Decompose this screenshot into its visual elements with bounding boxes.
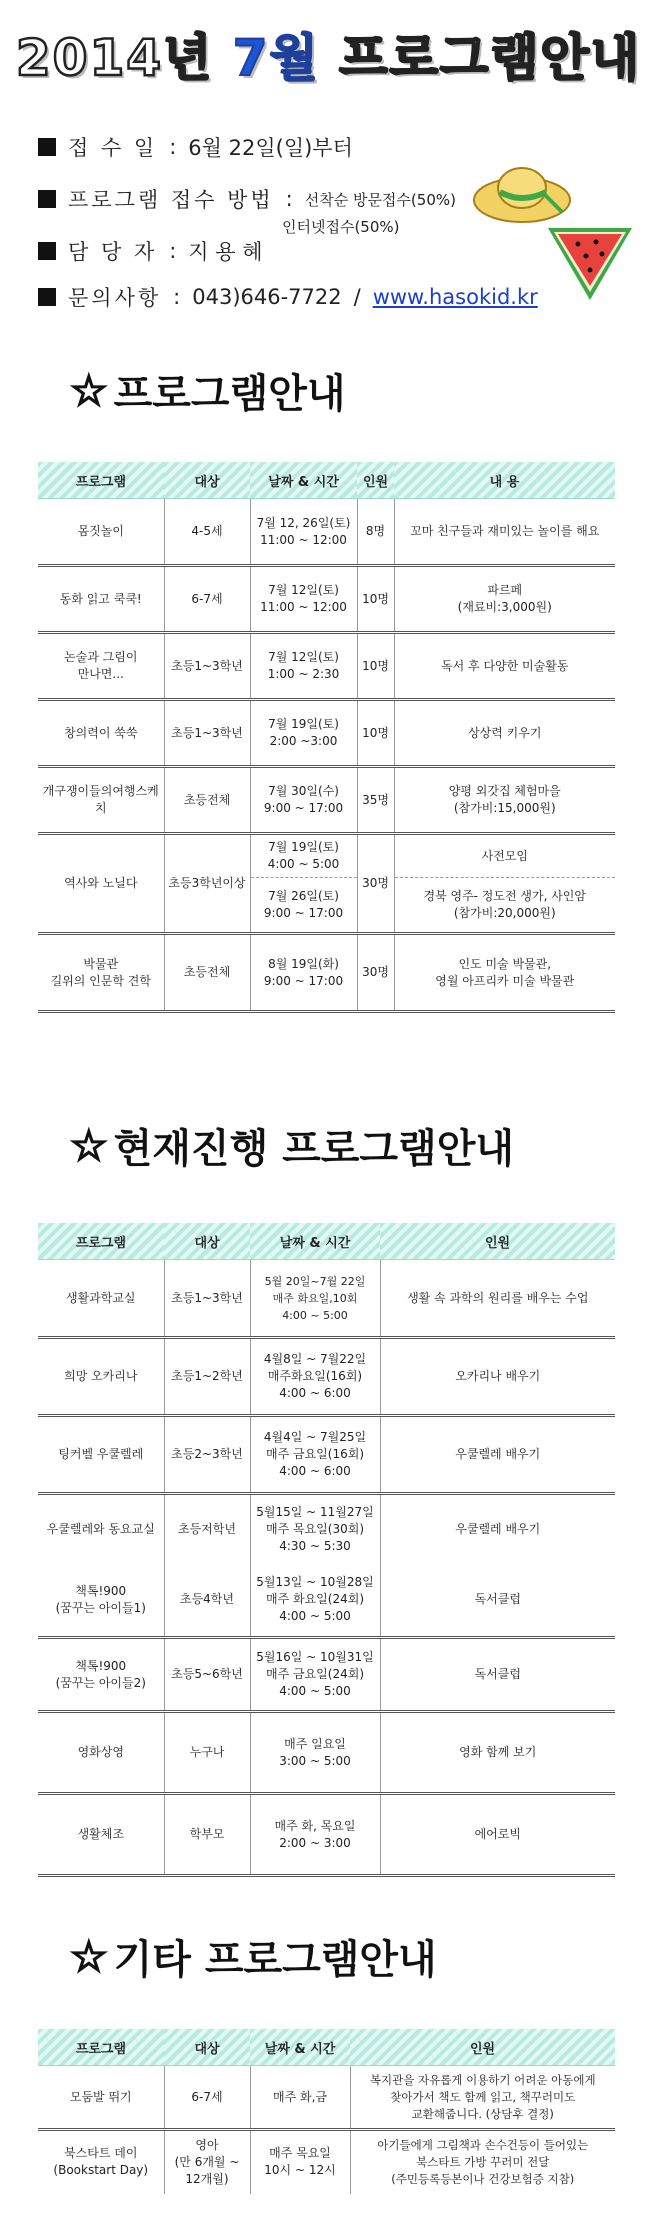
section-title-programs: ☆ 프로그램안내 — [70, 366, 346, 417]
table-cell: 모둠발 뛰기 — [38, 2066, 164, 2130]
table-cell: 독서클럽 — [380, 1638, 615, 1712]
table-row — [38, 2066, 615, 2130]
table-cell: 초등2~3학년 — [164, 1416, 250, 1494]
table-cell: 초등전체 — [164, 934, 250, 1012]
table-cell: 경북 영주- 정도전 생가, 사인암 (참가비:20,000원) — [394, 878, 615, 934]
table-cell: 10명 — [357, 633, 394, 700]
section-title-current: ☆ 현재진행 프로그램안내 — [70, 1121, 514, 1172]
table-cell: 6-7세 — [164, 566, 250, 633]
table-row — [38, 934, 615, 1012]
table-cell: 7월 19일(토) 2:00 ~3:00 — [250, 700, 357, 767]
table-cell: 30명 — [357, 934, 394, 1012]
table-cell: 개구쟁이들의여행스케치 — [38, 767, 164, 834]
table-row — [38, 1416, 615, 1494]
star-icon: ☆ — [70, 1932, 108, 1981]
column-header: 날짜 & 시간 — [250, 1223, 380, 1260]
table-cell: 4월8일 ~ 7월22일 매주화요일(16회) 4:00 ~ 6:00 — [250, 1338, 380, 1416]
table-cell: 초등1~2학년 — [164, 1338, 250, 1416]
table-row — [38, 2130, 615, 2194]
table-cell: 독서 후 다양한 미술활동 — [394, 633, 615, 700]
homepage-link[interactable]: www.hasokid.kr — [372, 285, 538, 309]
table-cell: 생활체조 — [38, 1794, 164, 1876]
table-cell: 누구나 — [164, 1712, 250, 1794]
table-cell: 우쿨렐레 배우기 — [380, 1416, 615, 1494]
table-cell: 인도 미술 박물관, 영월 아프리카 미술 박물관 — [394, 934, 615, 1012]
program-table — [38, 462, 615, 1013]
table-cell: 독서클럽 — [380, 1564, 615, 1638]
table-cell: 5월15일 ~ 11월27일 매주 목요일(30회) 4:30 ~ 5:30 — [250, 1494, 380, 1564]
table-cell: 창의력이 쑥쑥 — [38, 700, 164, 767]
table-row — [38, 633, 615, 700]
info-method: 프로그램 접수 방법 : 선착순 방문접수(50%) — [38, 182, 456, 216]
etc-program-table — [38, 2029, 615, 2194]
star-icon: ☆ — [70, 366, 108, 415]
table-cell: 복지관을 자유롭게 이용하기 어려운 아동에게 찾아가서 책도 함께 읽고, 책꾸러미도 교환해줍니다. (상담후 결정) — [350, 2066, 615, 2130]
column-header: 날짜 & 시간 — [250, 462, 357, 499]
table-cell: 6-7세 — [164, 2066, 250, 2130]
table-cell: 영화 함께 보기 — [380, 1712, 615, 1794]
table-cell: 4-5세 — [164, 499, 250, 566]
table-cell: 초등3학년이상 — [164, 834, 250, 934]
table-cell: 초등1~3학년 — [164, 700, 250, 767]
table-header — [38, 462, 615, 499]
column-header: 대상 — [164, 462, 250, 499]
table-row — [38, 700, 615, 767]
table-cell: 8월 19일(화) 9:00 ~ 17:00 — [250, 934, 357, 1012]
star-icon: ☆ — [70, 1121, 108, 1170]
section-title-etc: ☆ 기타 프로그램안내 — [70, 1932, 437, 1983]
table-row — [38, 767, 615, 834]
table-cell: 논술과 그림이 만나면... — [38, 633, 164, 700]
table-row — [38, 1712, 615, 1794]
table-cell: 몸짓놀이 — [38, 499, 164, 566]
table-cell: 7월 12일(토) 1:00 ~ 2:30 — [250, 633, 357, 700]
table-cell: 매주 화,금 — [250, 2066, 350, 2130]
table-cell: 책톡!900 (꿈꾸는 아이들2) — [38, 1638, 164, 1712]
table-cell: 동화 읽고 쿡쿡! — [38, 566, 164, 633]
table-cell: 4월4일 ~ 7월25일 매주 금요일(16회) 4:00 ~ 6:00 — [250, 1416, 380, 1494]
table-row — [38, 499, 615, 566]
table-cell: 매주 일요일 3:00 ~ 5:00 — [250, 1712, 380, 1794]
info-method-2: 인터넷접수(50%) — [282, 218, 400, 236]
table-cell: 7월 26일(토) 9:00 ~ 17:00 — [250, 878, 357, 934]
info-reception: 접 수 일 : 6월 22일(일)부터 — [38, 130, 353, 164]
table-cell: 영화상영 — [38, 1712, 164, 1794]
column-header: 인원 — [380, 1223, 615, 1260]
column-header: 대상 — [164, 1223, 250, 1260]
table-cell: 10명 — [357, 700, 394, 767]
table-header — [38, 1223, 615, 1260]
table-cell: 초등1~3학년 — [164, 1260, 250, 1338]
table-cell: 생활과학교실 — [38, 1260, 164, 1338]
table-cell: 30명 — [357, 834, 394, 934]
table-row — [38, 1638, 615, 1712]
column-header: 대상 — [164, 2029, 250, 2066]
table-cell: 희망 오카리나 — [38, 1338, 164, 1416]
table-header — [38, 2029, 615, 2066]
main-title: 2014년 7월 프로그램안내 — [15, 29, 642, 87]
table-cell: 역사와 노닐다 — [38, 834, 164, 934]
column-header: 날짜 & 시간 — [250, 2029, 350, 2066]
table-cell: 초등저학년 — [164, 1494, 250, 1564]
table-cell: 우쿨렐레와 동요교실 — [38, 1494, 164, 1564]
table-cell: 생활 속 과학의 원리를 배우는 수업 — [380, 1260, 615, 1338]
table-row — [38, 1338, 615, 1416]
table-cell: 5월16일 ~ 10월31일 매주 금요일(24회) 4:00 ~ 5:00 — [250, 1638, 380, 1712]
table-row — [38, 1794, 615, 1876]
table-cell: 10명 — [357, 566, 394, 633]
table-cell: 책톡!900 (꿈꾸는 아이들1) — [38, 1564, 164, 1638]
table-cell: 파르페 (재료비:3,000원) — [394, 566, 615, 633]
table-cell: 오카리나 배우기 — [380, 1338, 615, 1416]
table-row — [38, 834, 615, 878]
table-row — [38, 566, 615, 633]
table-cell: 사전모임 — [394, 834, 615, 878]
column-header: 프로그램 — [38, 2029, 164, 2066]
table-cell: 초등1~3학년 — [164, 633, 250, 700]
table-cell: 5월 20일~7월 22일 매주 화요일,10회 4:00 ~ 5:00 — [250, 1260, 380, 1338]
table-cell: 팅커벨 우쿨렐레 — [38, 1416, 164, 1494]
table-cell: 7월 19일(토) 4:00 ~ 5:00 — [250, 834, 357, 878]
table-cell: 초등4학년 — [164, 1564, 250, 1638]
table-cell: 우쿨렐레 배우기 — [455, 1521, 541, 1536]
table-cell: 매주 화, 목요일 2:00 ~ 3:00 — [250, 1794, 380, 1876]
table-row — [38, 1564, 615, 1638]
column-header: 프로그램 — [38, 462, 164, 499]
table-cell: 박물관 길위의 인문학 견학 — [38, 934, 164, 1012]
info-contact: 문의사항 : 043)646-7722 / www.hasokid.kr — [38, 280, 538, 314]
table-cell: 북스타트 데이 (Bookstart Day) — [38, 2130, 164, 2194]
table-cell: 에어로빅 — [380, 1794, 615, 1876]
table-cell: 초등전체 — [164, 767, 250, 834]
table-cell: 5월13일 ~ 10월28일 매주 화요일(24회) 4:00 ~ 5:00 — [250, 1564, 380, 1638]
table-cell: 학부모 — [164, 1794, 250, 1876]
table-cell: 꼬마 친구들과 재미있는 놀이를 해요 — [394, 499, 615, 566]
column-header: 인원 — [350, 2029, 615, 2066]
table-cell: 영아 (만 6개월 ~ 12개월) — [164, 2130, 250, 2194]
table-cell: 7월 12, 26일(토) 11:00 ~ 12:00 — [250, 499, 357, 566]
column-header: 인원 — [357, 462, 394, 499]
table-cell: 양평 외갓집 체험마을 (참가비:15,000원) — [394, 767, 615, 834]
info-manager: 담 당 자 : 지 용 혜 — [38, 234, 263, 268]
table-cell: 상상력 키우기 — [394, 700, 615, 767]
table-cell: 7월 30일(수) 9:00 ~ 17:00 — [250, 767, 357, 834]
table-cell: 7월 12일(토) 11:00 ~ 12:00 — [250, 566, 357, 633]
table-cell: 35명 — [357, 767, 394, 834]
current-program-table — [38, 1223, 615, 1877]
table-cell: 8명 — [357, 499, 394, 566]
table-row — [38, 1494, 615, 1564]
column-header: 프로그램 — [38, 1223, 164, 1260]
table-cell: 초등5~6학년 — [164, 1638, 250, 1712]
table-row — [38, 1260, 615, 1338]
column-header: 내 용 — [394, 462, 615, 499]
watermelon-icon — [540, 218, 640, 308]
table-cell: 아기들에게 그림책과 손수건등이 들어있는 북스타트 가방 꾸러미 전달 (주민등록등본이나 건강보험증 지참) — [377, 2137, 589, 2186]
table-cell: 매주 목요일 10시 ~ 12시 — [250, 2130, 350, 2194]
